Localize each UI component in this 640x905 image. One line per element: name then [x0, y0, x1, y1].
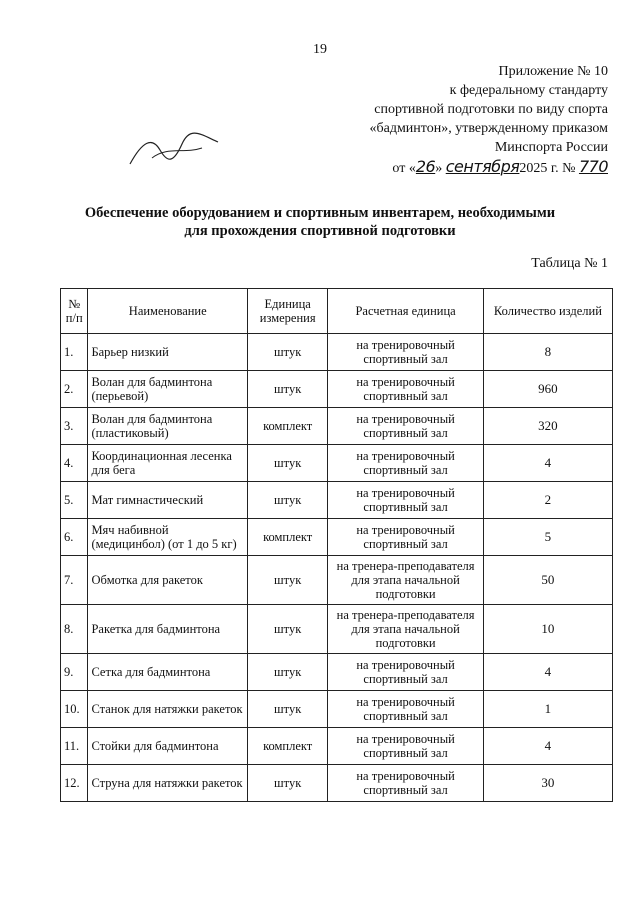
row-unit: комплект: [248, 408, 328, 445]
document-title: [0, 204, 640, 240]
row-num: 5.: [61, 482, 88, 519]
row-calc: на тренировочный спортивный зал: [328, 482, 484, 519]
row-name: Мат гимнастический: [88, 482, 248, 519]
appendix-line-5: Минспорта России: [494, 140, 608, 155]
handwritten-order-number: 770: [578, 157, 608, 176]
row-unit: штук: [248, 556, 328, 605]
row-qty: 4: [483, 654, 612, 691]
row-name: Барьер низкий: [88, 334, 248, 371]
table-row: [61, 605, 613, 654]
table-row: [61, 334, 613, 371]
title-line-1: Обеспечение оборудованием и спортивным инвентарем, необходимыми: [84, 205, 556, 221]
table-header-row: [61, 289, 613, 334]
row-num: 1.: [61, 334, 88, 371]
row-name: Станок для натяжки ракеток: [88, 691, 248, 728]
row-num: 4.: [61, 445, 88, 482]
order-date-line: [308, 157, 608, 178]
row-calc: на тренировочный спортивный зал: [328, 334, 484, 371]
equipment-table: [60, 288, 613, 802]
row-calc: на тренера-преподавателя для этапа начальной подготовки: [328, 605, 484, 654]
row-qty: 8: [483, 334, 612, 371]
row-calc: на тренировочный спортивный зал: [328, 445, 484, 482]
row-num: 6.: [61, 519, 88, 556]
row-name: Волан для бадминтона (перьевой): [88, 371, 248, 408]
row-unit: комплект: [248, 728, 328, 765]
row-unit: комплект: [248, 519, 328, 556]
table-row: [61, 728, 613, 765]
row-unit: штук: [248, 654, 328, 691]
table-row: [61, 654, 613, 691]
appendix-line-3: спортивной подготовки по виду спорта: [374, 102, 608, 117]
row-unit: штук: [248, 445, 328, 482]
handwritten-month: сентября: [445, 157, 520, 176]
row-calc: на тренировочный спортивный зал: [328, 371, 484, 408]
table-row: [61, 691, 613, 728]
date-prefix: от «: [392, 161, 416, 176]
row-unit: штук: [248, 605, 328, 654]
row-calc: на тренировочный спортивный зал: [328, 691, 484, 728]
row-qty: 10: [483, 605, 612, 654]
date-close: »: [435, 161, 443, 176]
appendix-line-1: Приложение № 10: [498, 64, 608, 79]
table-row: [61, 408, 613, 445]
row-qty: 5: [483, 519, 612, 556]
appendix-line-4: «бадминтон», утвержденному приказом: [369, 121, 608, 136]
row-name: Стойки для бадминтона: [88, 728, 248, 765]
row-name: Обмотка для ракеток: [88, 556, 248, 605]
row-num: 12.: [61, 765, 88, 802]
header-name: Наименование: [88, 289, 248, 334]
row-calc: на тренера-преподавателя для этапа начальной подготовки: [328, 556, 484, 605]
header-unit: Единица измерения: [248, 289, 328, 334]
row-unit: штук: [248, 482, 328, 519]
table-row: [61, 482, 613, 519]
appendix-block: [308, 62, 608, 178]
row-num: 11.: [61, 728, 88, 765]
row-calc: на тренировочный спортивный зал: [328, 765, 484, 802]
handwritten-day: 26: [415, 157, 436, 176]
row-name: Мяч набивной (медицинбол) (от 1 до 5 кг): [88, 519, 248, 556]
row-qty: 1: [483, 691, 612, 728]
table-row: [61, 519, 613, 556]
row-num: 10.: [61, 691, 88, 728]
table-row: [61, 371, 613, 408]
row-unit: штук: [248, 334, 328, 371]
row-name: Волан для бадминтона (пластиковый): [88, 408, 248, 445]
row-name: Ракетка для бадминтона: [88, 605, 248, 654]
row-num: 3.: [61, 408, 88, 445]
row-qty: 4: [483, 728, 612, 765]
row-num: 2.: [61, 371, 88, 408]
row-num: 7.: [61, 556, 88, 605]
table-label: Таблица № 1: [531, 256, 608, 271]
row-name: Струна для натяжки ракеток: [88, 765, 248, 802]
row-qty: 2: [483, 482, 612, 519]
row-calc: на тренировочный спортивный зал: [328, 519, 484, 556]
page-number: 19: [313, 42, 327, 57]
row-qty: 320: [483, 408, 612, 445]
row-calc: на тренировочный спортивный зал: [328, 654, 484, 691]
row-num: 8.: [61, 605, 88, 654]
table-row: [61, 556, 613, 605]
title-line-2: для прохождения спортивной подготовки: [184, 223, 456, 239]
row-qty: 960: [483, 371, 612, 408]
row-calc: на тренировочный спортивный зал: [328, 728, 484, 765]
signature-icon: [122, 132, 227, 172]
header-calc: Расчетная единица: [328, 289, 484, 334]
row-name: Сетка для бадминтона: [88, 654, 248, 691]
table-row: [61, 445, 613, 482]
table-row: [61, 765, 613, 802]
row-qty: 4: [483, 445, 612, 482]
header-num: № п/п: [61, 289, 88, 334]
row-unit: штук: [248, 691, 328, 728]
row-num: 9.: [61, 654, 88, 691]
header-qty: Количество изделий: [483, 289, 612, 334]
appendix-line-2: к федеральному стандарту: [449, 83, 608, 98]
row-qty: 50: [483, 556, 612, 605]
order-year: 2025 г. №: [519, 161, 576, 176]
row-unit: штук: [248, 371, 328, 408]
row-calc: на тренировочный спортивный зал: [328, 408, 484, 445]
row-unit: штук: [248, 765, 328, 802]
row-qty: 30: [483, 765, 612, 802]
row-name: Координационная лесенка для бега: [88, 445, 248, 482]
